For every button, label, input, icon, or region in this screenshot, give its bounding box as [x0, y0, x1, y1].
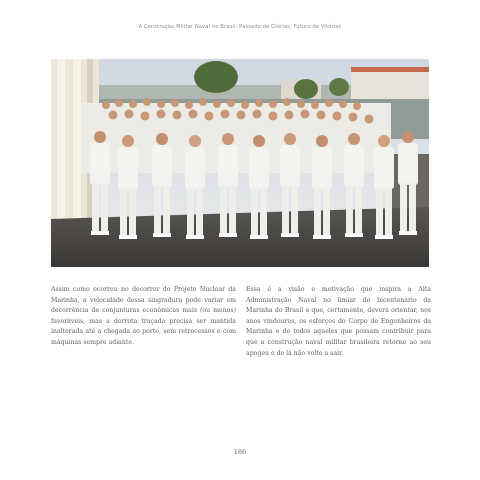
building-roof — [351, 67, 429, 72]
building-right — [351, 69, 429, 99]
tree — [194, 61, 238, 93]
body-text-right: Essa é a visão e motivação que inspira a Alta Administração Naval no limiar do bicentenário da Marinha do Brasil e que, certamente, deverá orientar, nos anos vindouros, os esforços do Corpo de Engenheiros da Marinha e de todos aqueles que possam contribuir para que a construção naval militar brasileira retorne ao seu apogeu e de lá não volte a sair. — [246, 286, 431, 357]
group-photo — [51, 59, 429, 267]
page-number: 186 — [233, 448, 247, 456]
tree — [294, 79, 318, 99]
tree — [329, 78, 349, 96]
running-header: A Construção Militar Naval no Brasil: Passado de Glórias, Futuro de Vitórias — [138, 24, 342, 30]
body-text-left: Assim como ocorreu no decorrer do Projeto Nuclear da Marinha, a velocidade dessa singradura pode variar em decorrência de conjunturas econômicas mais (ou menos) favoráveis, mas a derrota traçada precisa ser mantida inalterada até a chegada ao porto, sem retrocessos e com máquinas sempre adiante. — [51, 286, 236, 346]
